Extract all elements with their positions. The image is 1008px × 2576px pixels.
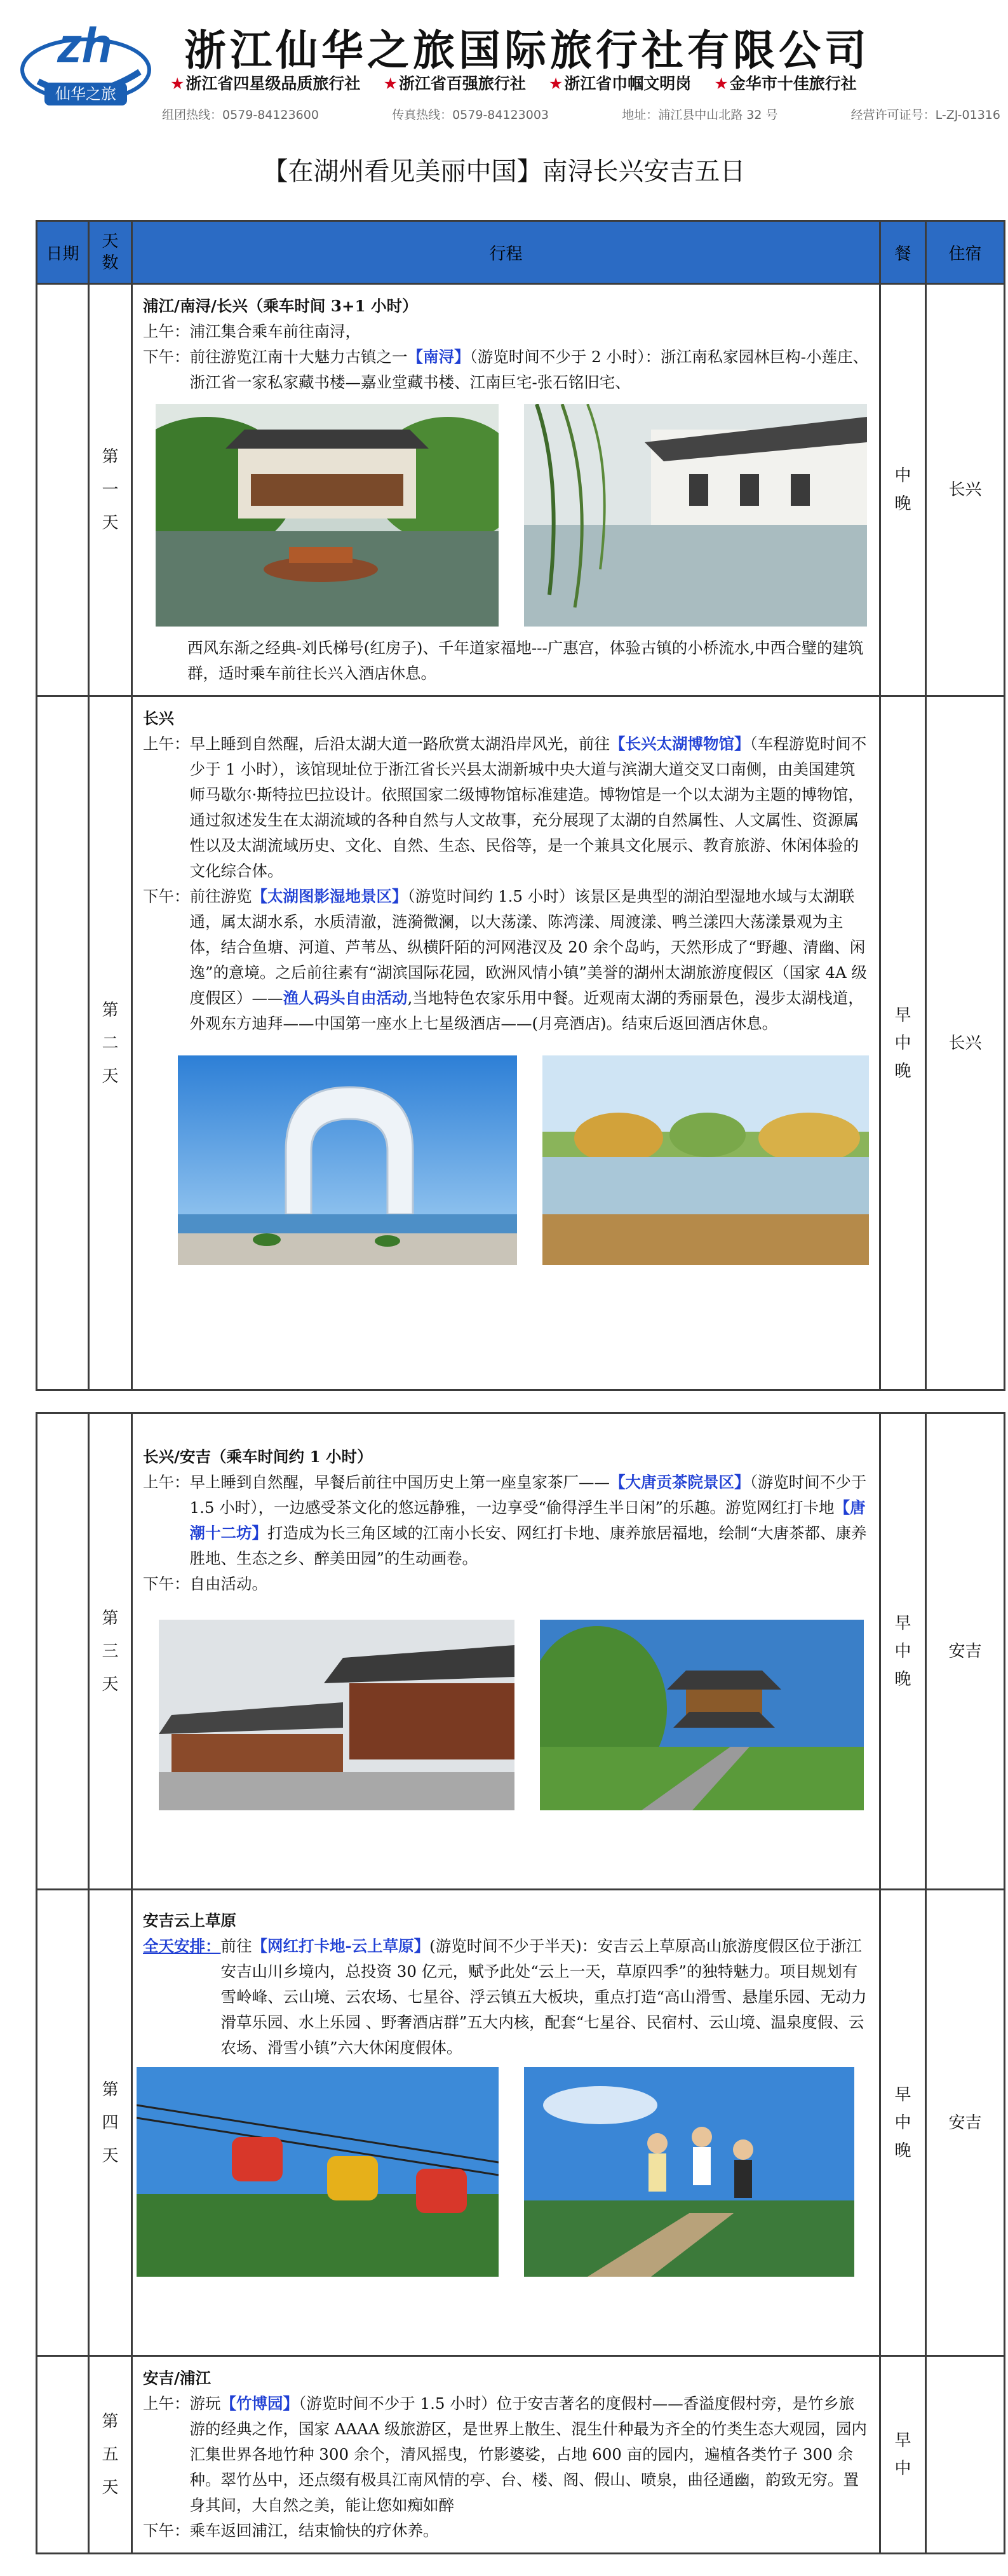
day-content xyxy=(132,696,880,1390)
col-header-stay: 住宿 xyxy=(926,221,1005,284)
stay-info xyxy=(926,2356,1005,2554)
honor-item: ★金华市十佳旅行社 xyxy=(714,74,857,93)
contact-address: 地址：浦江县中山北路 32 号 xyxy=(622,108,778,122)
table-row xyxy=(37,696,1005,1390)
itinerary-table-part2 xyxy=(36,1412,1005,2554)
letterhead xyxy=(0,0,1008,127)
attraction-name: 【大唐贡茶院景区】 xyxy=(610,1473,750,1491)
col-header-date: 日期 xyxy=(37,221,89,284)
day-content xyxy=(132,1890,880,2356)
stay-info: 安吉 xyxy=(926,1890,1005,2356)
meal-info: 早中晚 xyxy=(880,1413,926,1890)
day-label: 第二天 xyxy=(89,696,132,1390)
attraction-name: 【竹博园】 xyxy=(220,2394,299,2413)
star-icon: ★ xyxy=(170,74,185,93)
meal-info: 早中晚 xyxy=(880,696,926,1390)
photo-cable-cars xyxy=(137,2067,499,2277)
photo-row xyxy=(156,404,869,627)
photo-tang-twelve-lanes xyxy=(540,1620,864,1810)
itinerary-table-part1 xyxy=(36,220,1005,1391)
contact-row xyxy=(162,105,1000,123)
meal-info: 早中晚 xyxy=(880,1890,926,2356)
col-header-meal: 餐 xyxy=(880,221,926,284)
attraction-name: 【长兴太湖博物馆】 xyxy=(610,735,750,753)
stay-info: 安吉 xyxy=(926,1413,1005,1890)
day-content xyxy=(132,284,880,696)
route-title: 安吉云上草原 xyxy=(143,1911,236,1930)
meal-info: 中晚 xyxy=(880,284,926,696)
photo-cloud-grassland xyxy=(524,2067,854,2277)
logo-text: 仙华之旅 xyxy=(55,85,116,103)
morning-plan: 上午： 早上睡到自然醒，后沿太湖大道一路欣赏太湖沿岸风光，前往【长兴太湖博物馆】（车程游览时间不少于 1 小时），该馆现址位于浙江省长兴县太湖新城中央大道与滨湖大道交叉口南侧，由美国建筑师马歇尔·斯特拉巴拉设计。依照国家二级博物馆标准建造。博物馆是一个以太湖为主题的博物馆，通过叙述发生在太湖流域的各种自然与人文故事，充分展现了太湖的自然属性、人文属性、资源属性以及太湖流域历史、文化、自然、生态、民俗等，是一个兼具文化展示、教育旅游、休闲体验的文化综合体。 xyxy=(143,735,867,880)
contact-fax: 传真热线：0579-84123003 xyxy=(392,108,549,122)
day-label: 第三天 xyxy=(89,1413,132,1890)
morning-plan: 上午： 游玩【竹博园】（游览时间不少于 1.5 小时）位于安吉著名的度假村——香溢度假村旁，是竹乡旅游的经典之作，国家 AAAA 级旅游区，是世界上散生、混生什种最为齐全的竹类生态大观园，园内汇集世界各地竹种 300 余个，清风摇曳，竹影婆娑，占地 600 亩的园内，遍植各类竹子 300 余种。翠竹丛中，还点缀有极具江南风情的亭、台、楼、阁、假山、喷泉，曲径通幽，韵致无穷。置身其间，大自然之美，能让您如痴如醉 xyxy=(143,2394,867,2514)
photo-nanxun-waterway xyxy=(156,404,499,627)
stay-info: 长兴 xyxy=(926,696,1005,1390)
photo-taihu-wetland xyxy=(542,1055,869,1265)
col-header-days: 天数 xyxy=(89,221,132,284)
route-title: 浦江/南浔/长兴（乘车时间 3+1 小时） xyxy=(143,297,418,315)
morning-plan: 上午： 早上睡到自然醒，早餐后前往中国历史上第一座皇家茶厂——【大唐贡茶院景区】（游览时间不少于 1.5 小时），一边感受茶文化的悠远静雅，一边享受“偷得浮生半日闲”的乐趣。游览网红打卡地【唐潮十二坊】打造成为长三角区域的江南小长安、网红打卡地、康养旅居福地，绘制“大唐茶都、康养胜地、生态之乡、醉美田园”的生动画卷。 xyxy=(143,1473,867,1568)
afternoon-continued: 西风东渐之经典-刘氏梯号(红房子)、千年道家福地---广惠宫，体验古镇的小桥流水,中西合璧的建筑群，适时乘车前往长兴入酒店休息。 xyxy=(187,639,864,682)
route-title: 长兴 xyxy=(143,709,174,728)
table-row xyxy=(37,2356,1005,2554)
table-row xyxy=(37,284,1005,696)
honors-row xyxy=(170,71,996,94)
table-row xyxy=(37,1890,1005,2356)
svg-text:zh: zh xyxy=(57,17,112,73)
allday-plan: 全天安排： 前往【网红打卡地-云上草原】(游览时间不少于半天)：安吉云上草原高山旅游度假区位于浙江安吉山川乡境内，总投资 30 亿元，赋予此处“云上一天，草原四季”的独特魅力。项目规划有雪岭峰、云山境、云农场、七星谷、浮云镇五大板块，重点打造“高山滑雪、悬崖乐园、无动力滑草乐园、水上乐园 、野奢酒店群”五大内核，配套“七星谷、民宿村、云山境、温泉度假、云农场、滑雪小镇”六大休闲度假体。 xyxy=(143,1937,867,2057)
attraction-name: 【太湖图影湿地景区】 xyxy=(252,887,408,905)
afternoon-plan: 下午： 前往游览【太湖图影湿地景区】（游览时间约 1.5 小时）该景区是典型的湖泊型湿地水域与太湖联通，属太湖水系，水质清澈，涟漪微澜，以大荡漾、陈湾漾、周渡漾、鸭兰漾四大荡漾景观为主体，结合鱼塘、河道、芦苇丛、纵横阡陌的河网港汊及 20 余个岛屿，天然形成了“野趣、清幽、闲逸”的意境。之后前往素有“湖滨国际花园，欧洲风情小镇”美誉的湖州太湖旅游度假区（国家 4A 级度假区）——渔人码头自由活动,当地特色农家乐用中餐。近观南太湖的秀丽景色，漫步太湖栈道，外观东方迪拜——中国第一座水上七星级酒店——(月亮酒店)。结束后返回酒店休息。 xyxy=(143,887,867,1033)
star-icon: ★ xyxy=(714,74,729,93)
honor-item: ★浙江省四星级品质旅行社 xyxy=(170,74,361,93)
company-logo xyxy=(19,11,152,113)
morning-plan: 上午： 浦江集合乘车前往南浔， xyxy=(143,322,361,341)
col-header-itinerary: 行程 xyxy=(132,221,880,284)
company-name: 浙江仙华之旅国际旅行社有限公司 xyxy=(184,26,870,75)
photo-row xyxy=(159,1620,869,1810)
attraction-name: 【南浔】 xyxy=(407,348,470,366)
day-label: 第四天 xyxy=(89,1890,132,2356)
attraction-name: 【唐潮十二坊】 xyxy=(189,1498,866,1542)
table-header-row xyxy=(37,221,1005,284)
day-content xyxy=(132,1413,880,1890)
photo-row xyxy=(178,1055,869,1265)
itinerary-title: 【在湖州看见美丽中国】南浔长兴安吉五日 xyxy=(262,157,746,186)
meal-info: 早中 xyxy=(880,2356,926,2554)
star-icon: ★ xyxy=(548,74,563,93)
day-label: 第一天 xyxy=(89,284,132,696)
honor-item: ★浙江省巾帼文明岗 xyxy=(548,74,692,93)
photo-tang-tea-palace xyxy=(159,1620,514,1810)
photo-nanxun-canal xyxy=(524,404,867,627)
afternoon-plan: 下午： 乘车返回浦江，结束愉快的疗休养。 xyxy=(143,2521,439,2540)
stay-info: 长兴 xyxy=(926,284,1005,696)
photo-row xyxy=(137,2067,869,2277)
contact-license: 经营许可证号：L-ZJ-01316 xyxy=(850,108,1000,122)
day-label: 第五天 xyxy=(89,2356,132,2554)
attraction-name: 渔人码头自由活动 xyxy=(283,989,408,1007)
attraction-name: 【网红打卡地-云上草原】 xyxy=(252,1937,430,1955)
day-content xyxy=(132,2356,880,2554)
star-icon: ★ xyxy=(383,74,398,93)
photo-moon-hotel xyxy=(178,1055,517,1265)
contact-phone: 组团热线：0579-84123600 xyxy=(162,108,319,122)
honor-item: ★浙江省百强旅行社 xyxy=(383,74,526,93)
route-title: 长兴/安吉（乘车时间约 1 小时） xyxy=(143,1447,373,1466)
afternoon-plan: 下午： 自由活动。 xyxy=(143,1575,267,1593)
afternoon-plan: 下午： 前往游览江南十大魅力古镇之一【南浔】（游览时间不少于 2 小时）：浙江南私家园林巨构-小莲庄、浙江省一家私家藏书楼—嘉业堂藏书楼、江南巨宅-张石铭旧宅、 xyxy=(143,348,868,391)
route-title: 安吉/浦江 xyxy=(143,2369,211,2387)
table-row xyxy=(37,1413,1005,1890)
